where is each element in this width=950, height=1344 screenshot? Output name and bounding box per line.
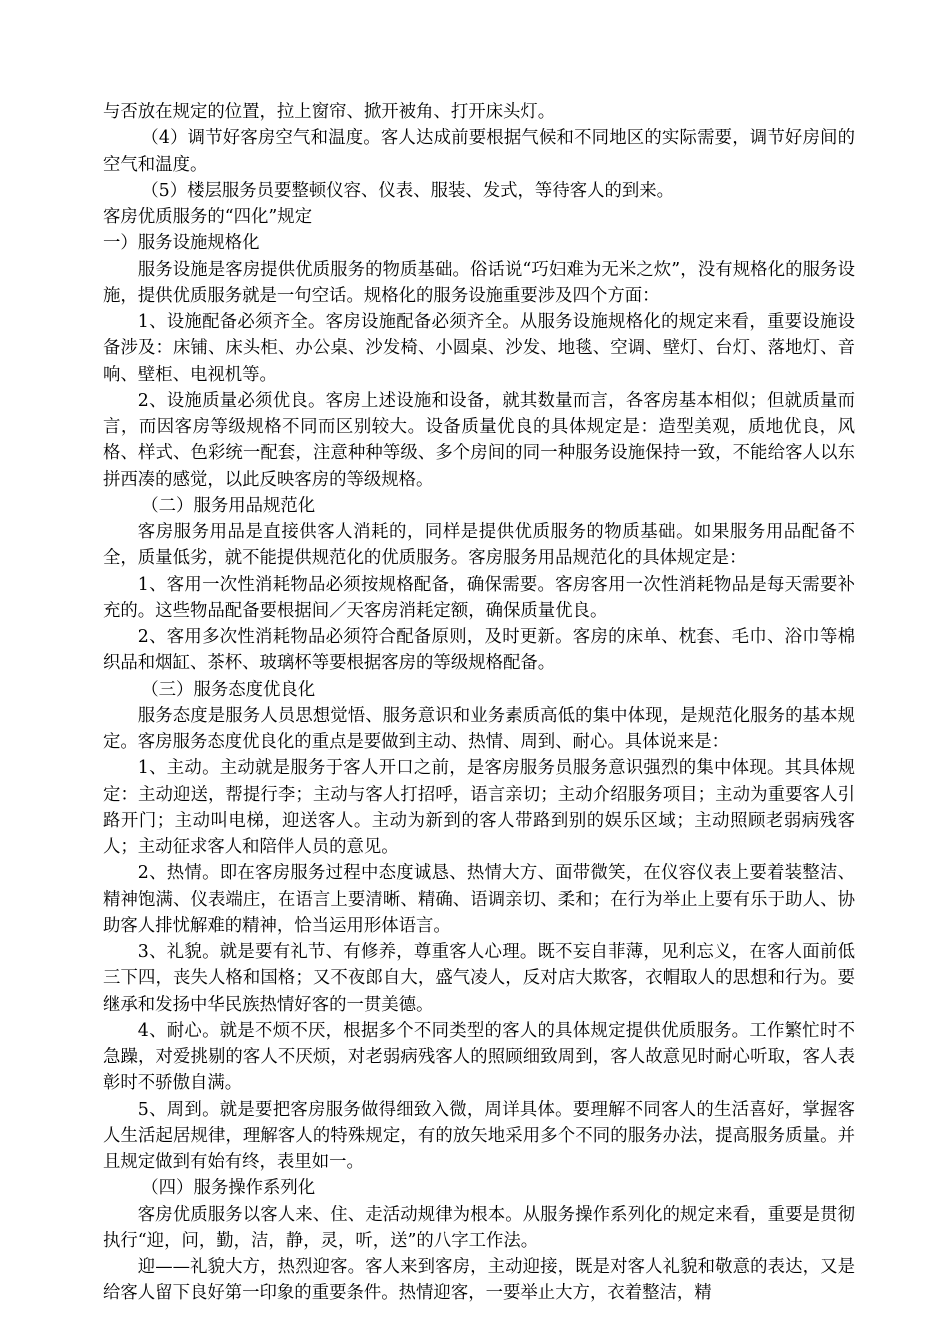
paragraph: 客房优质服务以客人来、住、走活动规律为根本。从服务操作系列化的规定来看，重要是贯彻执行“迎，问，勤，洁，静，灵，听，送”的八字工作法。 [103, 1204, 855, 1251]
paragraph: 2、热情。即在客房服务过程中态度诚恳、热情大方、面带微笑，在仪容仪表上要着装整洁、精神饱满、仪表端庄，在语言上要清晰、精确、语调亲切、柔和；在行为举止上要有乐于助人、协助客人排忧解难的精神，恰当运用形体语言。 [103, 863, 855, 936]
paragraph: （4）调节好客房空气和温度。客人达成前要根据气候和不同地区的实际需要，调节好房间的空气和温度。 [103, 128, 855, 175]
paragraph: 迎——礼貌大方，热烈迎客。客人来到客房，主动迎接，既是对客人礼貌和敬意的表达，又是给客人留下良好第一印象的重要条件。热情迎客，一要举止大方，衣着整洁，精 [103, 1257, 855, 1304]
paragraph: 2、设施质量必须优良。客房上述设施和设备，就其数量而言，各客房基本相似；但就质量而言，而因客房等级规格不同而区别较大。设备质量优良的具体规定是：造型美观，质地优良，风格、样式、色彩统一配套，注意种种等级、多个房间的同一种服务设施保持一致，不能给客人以东拼西凑的感觉，以此反映客房的等级规格。 [103, 390, 855, 490]
paragraph: 1、客用一次性消耗物品必须按规格配备，确保需要。客房客用一次性消耗物品是每天需要补充的。这些物品配备要根据间／天客房消耗定额，确保质量优良。 [103, 574, 855, 621]
subsection-heading: 一）服务设施规格化 [103, 233, 260, 254]
subsection-heading: （三）服务态度优良化 [141, 679, 316, 700]
subsection-heading: （四）服务操作系列化 [141, 1178, 316, 1199]
section-heading: 客房优质服务的“四化”规定 [103, 207, 313, 227]
document-body [103, 99, 855, 1307]
paragraph: 服务态度是服务人员思想觉悟、服务意识和业务素质高低的集中体现，是规范化服务的基本规定。客房服务态度优良化的重点是要做到主动、热情、周到、耐心。具体说来是： [103, 705, 855, 752]
paragraph: 与否放在规定的位置，拉上窗帘、掀开被角、打开床头灯。 [103, 102, 556, 122]
paragraph: （5）楼层服务员要整顿仪容、仪表、服装、发式，等待客人的到来。 [141, 180, 675, 201]
subsection-heading: （二）服务用品规范化 [141, 495, 316, 516]
paragraph: 服务设施是客房提供优质服务的物质基础。俗话说“巧妇难为无米之炊”，没有规格化的服务设施，提供优质服务就是一句空话。规格化的服务设施重要涉及四个方面： [103, 259, 855, 306]
paragraph: 4、耐心。就是不烦不厌，根据多个不同类型的客人的具体规定提供优质服务。工作繁忙时不急躁，对爱挑剔的客人不厌烦，对老弱病残客人的照顾细致周到，客人故意见时耐心听取，客人表彰时不骄傲自满。 [103, 1020, 855, 1094]
paragraph: 5、周到。就是要把客房服务做得细致入微，周详具体。要理解不同客人的生活喜好，掌握客人生活起居规律，理解客人的特殊规定，有的放矢地采用多个不同的服务办法，提高服务质量。并且规定做到有始有终，表里如一。 [103, 1099, 855, 1172]
paragraph: 2、客用多次性消耗物品必须符合配备原则，及时更新。客房的床单、枕套、毛巾、浴巾等棉织品和烟缸、茶杯、玻璃杯等要根据客房的等级规格配备。 [103, 627, 855, 674]
paragraph: 1、设施配备必须齐全。客房设施配备必须齐全。从服务设施规格化的规定来看，重要设施设备涉及：床铺、床头柜、办公桌、沙发椅、小圆桌、沙发、地毯、空调、壁灯、台灯、落地灯、音响、壁柜、电视机等。 [103, 312, 855, 385]
paragraph: 1、主动。主动就是服务于客人开口之前，是客房服务员服务意识强烈的集中体现。其具体规定：主动迎送，帮提行李；主动与客人打招呼，语言亲切；主动介绍服务项目；主动为重要客人引路开门；主动叫电梯，迎送客人。主动为新到的客人带路到别的娱乐区域；主动照顾老弱病残客人；主动征求客人和陪伴人员的意见。 [103, 758, 855, 857]
paragraph: 客房服务用品是直接供客人消耗的，同样是提供优质服务的物质基础。如果服务用品配备不全，质量低劣，就不能提供规范化的优质服务。客房服务用品规范化的具体规定是： [103, 522, 855, 569]
paragraph: 3、礼貌。就是要有礼节、有修养，尊重客人心理。既不妄自菲薄，见利忘义，在客人面前低三下四，丧失人格和国格；又不夜郎自大，盛气凌人，反对店大欺客，衣帽取人的思想和行为。要继承和发扬中华民族热情好客的一贯美德。 [103, 942, 855, 1015]
